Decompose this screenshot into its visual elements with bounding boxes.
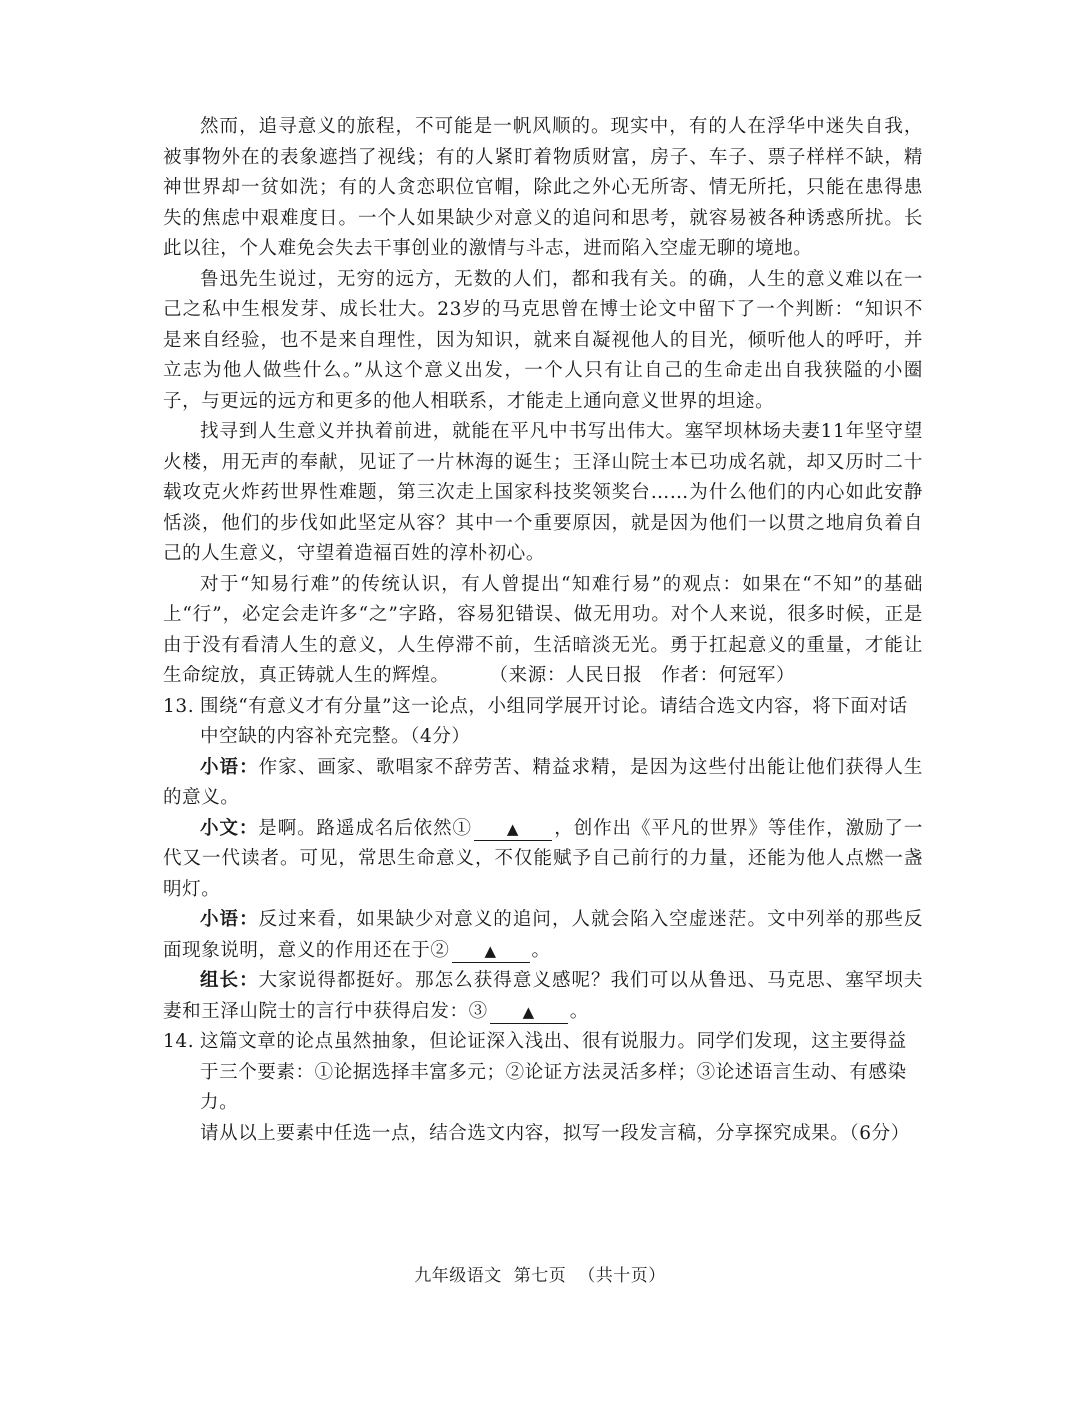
answer-blank-1[interactable]	[474, 818, 552, 841]
blank-marker-2: ▲	[484, 941, 497, 960]
dialog-line-1	[163, 753, 923, 814]
answer-blank-2[interactable]	[452, 940, 530, 963]
dialog-line-4	[163, 966, 923, 1027]
answer-blank-3[interactable]	[490, 1001, 568, 1024]
dialog-text-3a: 反过来看，如果缺少对意义的追问，人就会陷入空虚迷茫。文中列举的那些反面现象说明，意义的作用还在于②	[163, 909, 923, 961]
dialog-speaker-3: 小语：	[200, 909, 259, 930]
footer-total: （共十页）	[578, 1266, 666, 1286]
question-13	[163, 692, 923, 753]
passage-source: （来源：人民日报 作者：何冠军）	[489, 665, 796, 686]
question-13-number: 13.	[163, 695, 195, 717]
dialog-line-3	[163, 905, 923, 966]
dialog-text-1: 作家、画家、歌唱家不辞劳苦、精益求精，是因为这些付出能让他们获得人生的意义。	[163, 756, 923, 808]
footer-subject: 九年级语文	[414, 1266, 502, 1286]
passage-paragraph-2: 鲁迅先生说过，无穷的远方，无数的人们，都和我有关。的确，人生的意义难以在一己之私中生根发芽、成长壮大。23岁的马克思曾在博士论文中留下了一个判断：“知识不是来自经验，也不是来自理性，因为知识，就来自凝视他人的目光，倾听他人的呼吁，并立志为他人做些什么。”从这个意义出发，一个人只有让自己的生命走出自我狭隘的小圈子，与更远的远方和更多的他人相联系，才能走上通向意义世界的坦途。	[163, 268, 923, 412]
dialog-speaker-1: 小语：	[200, 756, 259, 778]
passage-paragraph-4-text: 对于“知易行难”的传统认识，有人曾提出“知难行易”的观点：如果在“不知”的基础上“行”，必定会走许多“之”字路，容易犯错误、做无用功。对个人来说，很多时候，正是由于没有看清人生的意义，人生停滞不前，生活暗淡无光。勇于扛起意义的重量，才能让生命绽放，真正铸就人生的辉煌。	[163, 573, 923, 686]
dialog-text-2b: ，创作出《平凡的世界》等佳作，激励了一代又一代读者。可见，常思生命意义，不仅能赋予自己前行的力量，还能为他人点燃一盏明灯。	[163, 817, 923, 900]
dialog-text-3b: 。	[531, 939, 551, 961]
page-footer	[0, 1261, 1080, 1286]
dialog-line-2	[163, 814, 923, 906]
blank-marker-1: ▲	[506, 819, 520, 838]
footer-page: 第七页	[513, 1266, 567, 1286]
dialog-speaker-4: 组长：	[200, 970, 259, 991]
passage-paragraph-4	[163, 570, 923, 692]
question-14-task: 请从以上要素中任选一点，结合选文内容，拟写一段发言稿，分享探究成果。（6分）	[200, 1122, 910, 1144]
dialog-text-4b: 。	[569, 1000, 589, 1022]
passage-paragraph-1: 然而，追寻意义的旅程，不可能是一帆风顺的。现实中，有的人在浮华中迷失自我，被事物外在的表象遮挡了视线；有的人紧盯着物质财富，房子、车子、票子样样不缺，精神世界却一贫如洗；有的人贪恋职位官帽，除此之外心无所寄、情无所托，只能在患得患失的焦虑中艰难度日。一个人如果缺少对意义的追问和思考，就容易被各种诱惑所扰。长此以往，个人难免会失去干事创业的激情与斗志，进而陷入空虚无聊的境地。	[163, 116, 923, 259]
question-14-number: 14.	[163, 1031, 195, 1052]
dialog-speaker-2: 小文：	[200, 817, 259, 839]
question-13-prompt: 围绕“有意义才有分量”这一论点，小组同学展开讨论。请结合选文内容，将下面对话中空缺的内容补充完整。（4分）	[200, 695, 908, 747]
dialog-text-2a: 是啊。路遥成名后依然①	[258, 817, 472, 839]
dialog-text-4a: 大家说得都挺好。那怎么获得意义感呢？我们可以从鲁迅、马克思、塞罕坝夫妻和王泽山院士的言行中获得启发：③	[163, 970, 923, 1022]
exam-page	[163, 112, 923, 1149]
question-14	[163, 1027, 923, 1119]
question-14-prompt: 这篇文章的论点虽然抽象，但论证深入浅出、很有说服力。同学们发现，这主要得益于三个要素：①论据选择丰富多元；②论证方法灵活多样；③论述语言生动、有感染力。	[200, 1031, 907, 1113]
passage-paragraph-3: 找寻到人生意义并执着前进，就能在平凡中书写出伟大。塞罕坝林场夫妻11年坚守望火楼，用无声的奉献，见证了一片林海的诞生；王泽山院士本已功成名就，却又历时二十载攻克火炸药世界性难题，第三次走上国家科技奖领奖台……为什么他们的内心如此安静恬淡，他们的步伐如此坚定从容？其中一个重要原因，就是因为他们一以贯之地肩负着自己的人生意义，守望着造福百姓的淳朴初心。	[163, 421, 923, 564]
blank-marker-3: ▲	[522, 1002, 535, 1021]
